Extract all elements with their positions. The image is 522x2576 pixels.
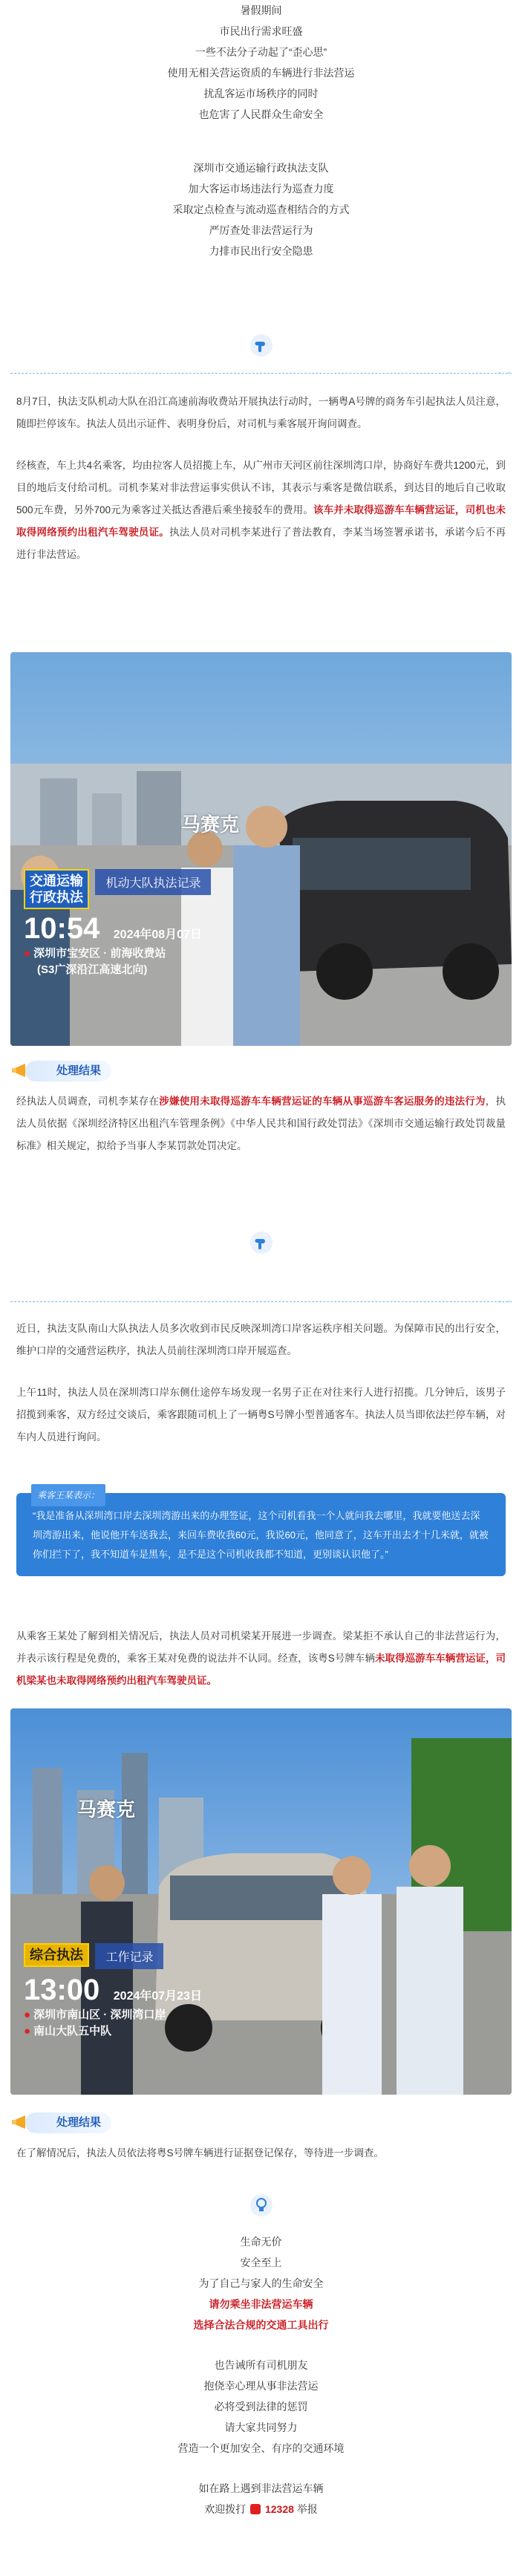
case2-result [0, 2110, 522, 2164]
stamp-time: 10:54 [24, 912, 100, 945]
case2-section [0, 1318, 522, 1448]
result-label: 处理结果 [25, 1061, 111, 1082]
quote-tag: 乘客王某表示： [31, 1484, 105, 1506]
report-line: 欢迎拨打 12328 举报 [204, 2503, 318, 2515]
outro-line: 抱侥幸心理从事非法营运 [203, 2380, 319, 2392]
intro-line: 市民出行需求旺盛 [219, 25, 303, 37]
intro-line: 一些不法分子动起了“歪心思” [195, 46, 327, 58]
phone-icon [250, 2504, 261, 2514]
outro-line: 为了自己与家人的生命安全 [198, 2277, 324, 2289]
quote-box [16, 1490, 506, 1576]
intro2-line: 深圳市交通运输行政执法支队 [193, 162, 329, 174]
result-text: 在了解情况后，执法人员依法将粤S号牌车辆进行证据登记保存，等待进一步调查。 [16, 2147, 385, 2159]
intro2-text [0, 157, 522, 261]
hotline-number[interactable]: 12328 [264, 2503, 294, 2515]
outro-text [0, 2231, 522, 2335]
intro2-line: 加大客运市场违法行为巡查力度 [188, 183, 334, 195]
case1-text: 经核查，车上共4名乘客，均由拉客人员招揽上车，从广州市天河区前往深圳湾口岸，协商好车费共1200元，到目的地后支付给司机。司机李某对非法营运事实供认不讳，其表示与乘客是微信联系，到达目的地后自己收取500元车费，另外700元为乘客过关抵达香港后乘坐接驳车的费用。 [16, 460, 506, 515]
stamp-subtitle: 机动大队执法记录 [95, 869, 211, 895]
stamp-tag: 交通运输 行政执法 [24, 869, 89, 909]
case1-highlight: 该车并未取得巡游车车辆营运证，司机也未取得网络预约出租汽车驾驶员证。 [16, 504, 506, 538]
stamp-tag: 综合执法 [24, 1943, 89, 1967]
outro-line: 营造一个更加安全、有序的交通环境 [177, 2442, 345, 2454]
intro-line: 使用无相关营运资质的车辆进行非法营运 [167, 67, 355, 79]
stamp-subtitle: 工作记录 [95, 1943, 163, 1969]
location-pin-icon: ● [24, 2025, 31, 2037]
intro2-line: 严厉查处非法营运行为 [209, 224, 313, 236]
pointing-hand-icon [0, 333, 522, 358]
case2-paragraph: 近日，执法支队南山大队执法人员多次收到市民反映深圳湾口岸客运秩序相关问题。为保障市民的出行安全，维护口岸的交通营运秩序，执法人员前往深圳湾口岸开展巡查。 [16, 1323, 506, 1356]
outro-text-2 [0, 2355, 522, 2459]
report-line: 如在路上遇到非法营运车辆 [198, 2482, 324, 2494]
outro-line: 必将受到法律的惩罚 [214, 2401, 308, 2413]
enforcement-photo-1 [10, 652, 512, 1046]
intro2-line: 采取定点检查与流动巡查相结合的方式 [172, 204, 350, 215]
intro-line: 扰乱客运市场秩序的同时 [203, 88, 319, 100]
mosaic-watermark: 马赛克 [77, 1798, 136, 1821]
outro-line: 安全至上 [240, 2257, 282, 2268]
location-pin-icon: ● [24, 2009, 31, 2021]
divider: · · [0, 1291, 522, 1313]
outro-section [0, 2231, 522, 2520]
result-header [10, 1058, 512, 1083]
intro-section [0, 0, 522, 261]
outro-warning: 选择合法合规的交通工具出行 [193, 2319, 329, 2331]
case2-highlight: 未取得巡游车车辆营运证，司机梁某也未取得网络预约出租汽车驾驶员证。 [16, 1653, 506, 1686]
case2-paragraph: 上午11时，执法人员在深圳湾口岸东侧仕途停车场发现一名男子正在对往来行人进行招揽。几分钟后，该男子招揽到乘客，双方经过交谈后，乘客跟随司机上了一辆粤S号牌小型普通客车。执法人员当即依法拦停车辆，对车内人员进行询问。 [16, 1387, 506, 1443]
enforcement-photo-2 [10, 1708, 512, 2095]
location-pin-icon: ● [24, 947, 31, 960]
lightbulb-icon [0, 2193, 522, 2218]
stamp-time: 13:00 [24, 1974, 100, 2006]
result-text: 经执法人员调查，司机李某存在涉嫌使用未取得巡游车车辆营运证的车辆从事巡游车客运服务的违法行为，执法人员依据《深圳经济特区出租汽车管理条例》《中华人民共和国行政处罚法》《深圳市交通运输行政处罚裁量标准》相关规定，拟给予当事人李某罚款处罚决定。 [16, 1096, 506, 1151]
case1-result [0, 1058, 522, 1157]
photo-scene [10, 652, 512, 1046]
outro-line: 也告诫所有司机朋友 [214, 2359, 308, 2371]
result-highlight: 涉嫌使用未取得巡游车车辆营运证的车辆从事巡游车客运服务的违法行为 [159, 1096, 486, 1107]
case2-paragraph: 从乘客王某处了解到相关情况后，执法人员对司机梁某开展进一步调查。梁某拒不承认自己的非法营运行为，并表示该行程是免费的，乘客王某对免费的说法并不认同。经查，该粤S号牌车辆未取得巡游车车辆营运证，司机梁某也未取得网络预约出租汽车驾驶员证。 [16, 1630, 506, 1686]
case1-text: 执法人员对司机李某进行了普法教育，李某当场签署承诺书，承诺今后不再进行非法营运。 [16, 527, 506, 560]
case1-paragraph: 8月7日，执法支队机动大队在沿江高速前海收费站开展执法行动时，一辆粤A号牌的商务车引起执法人员注意，随即拦停该车。执法人员出示证件、表明身份后，对司机与乘客展开询问调查。 [16, 396, 506, 429]
quote-text: “我是准备从深圳湾口岸去深圳湾游出来的办理签证，这个司机看我一个人就问我去哪里，我就要他送去深圳湾游出来，他说他开车送我去，来回车费收我60元，我说60元，他同意了，这车开出去才十几米就，就被你们拦下了，我不知道车是黑车，是不是这个司机收我都不知道，更别谈认识他了。” [33, 1510, 489, 1560]
outro-line: 生命无价 [240, 2236, 282, 2248]
stamp-location-detail: (S3广深沿江高速北向) [37, 963, 148, 976]
outro-line: 请大家共同努力 [224, 2421, 298, 2433]
case1-paragraph [16, 455, 506, 566]
mosaic-watermark: 马赛克 [181, 813, 240, 836]
result-label: 处理结果 [25, 2112, 111, 2133]
stamp-location: ● 深圳市宝安区 · 前海收费站 [24, 947, 166, 960]
intro2-line: 力排市民出行安全隐患 [209, 245, 313, 257]
pointing-hand-icon [0, 1230, 522, 1255]
case2-section-b [0, 1625, 522, 1692]
case1-section [0, 391, 522, 566]
stamp-location-detail: ● 南山大队五中队 [24, 2025, 112, 2037]
intro-text [0, 0, 522, 125]
intro-line: 也危害了人民群众生命安全 [198, 108, 324, 120]
intro-line: 暑假期间 [240, 4, 282, 16]
timestamp-overlay [24, 869, 211, 978]
timestamp-overlay [24, 1943, 202, 2040]
stamp-location: ● 深圳市南山区 · 深圳湾口岸 [24, 2009, 166, 2021]
divider: · · [0, 362, 522, 385]
result-header [10, 2110, 512, 2135]
outro-warning: 请勿乘坐非法营运车辆 [209, 2298, 313, 2310]
report-text [0, 2478, 522, 2520]
stamp-date: 2024年08月07日 [113, 928, 202, 941]
stamp-date: 2024年07月23日 [113, 1990, 202, 2003]
passenger-quote [0, 1490, 522, 1576]
